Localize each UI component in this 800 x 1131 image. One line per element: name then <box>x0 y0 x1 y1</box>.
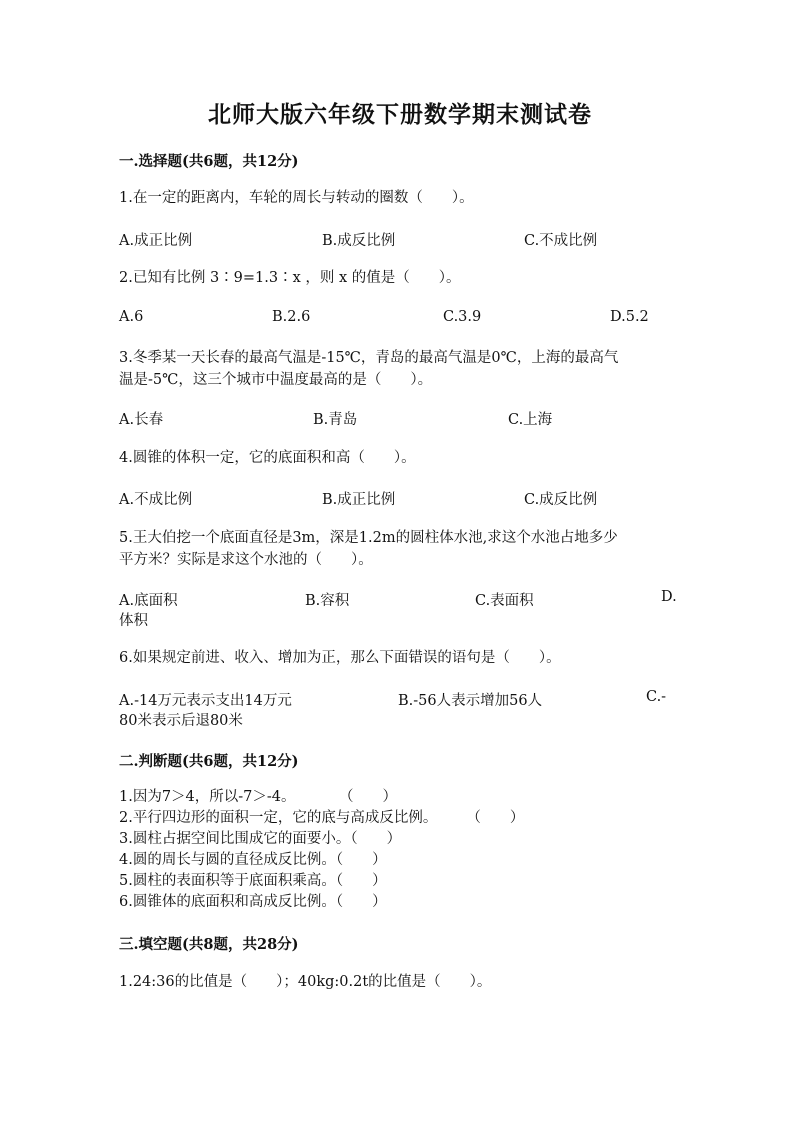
question-text: 4.圆锥的体积一定，它的底面积和高（ ）。 <box>119 450 416 466</box>
option-d: D.5.2 <box>610 309 649 325</box>
section-heading-fill: 三.填空题(共8题，共28分) <box>119 936 299 953</box>
fill-item: 1.24:36的比值是（ ）；40kg:0.2t的比值是（ ）。 <box>119 974 492 990</box>
tf-item: 5.圆柱的表面积等于底面积乘高。（ ） <box>119 873 387 889</box>
option-a: A.6 <box>119 309 144 325</box>
option-b: B.成正比例 <box>322 492 396 508</box>
option-a: A.底面积 <box>119 593 178 609</box>
option-c: C.不成比例 <box>524 233 598 249</box>
option-b: B.青岛 <box>313 412 358 428</box>
option-a: A.成正比例 <box>119 233 193 249</box>
option-b: B.成反比例 <box>322 233 396 249</box>
option-d: D. <box>661 589 677 605</box>
option-d-cont: 体积 <box>119 613 148 629</box>
section-heading-truefalse: 二.判断题(共6题，共12分) <box>119 753 299 770</box>
option-b: B.2.6 <box>272 309 311 325</box>
question-text: 1.在一定的距离内，车轮的周长与转动的圈数（ ）。 <box>119 190 474 206</box>
question-text-cont: 平方米？实际是求这个水池的（ ）。 <box>119 552 373 568</box>
option-c: C.表面积 <box>475 593 534 609</box>
section-heading-choice: 一.选择题(共6题，共12分) <box>119 153 299 170</box>
option-c: C.上海 <box>508 412 553 428</box>
page-title: 北师大版六年级下册数学期末测试卷 <box>208 101 592 128</box>
option-a: A.长春 <box>119 412 164 428</box>
tf-item: 4.圆的周长与圆的直径成反比例。（ ） <box>119 852 387 868</box>
tf-item: 2.平行四边形的面积一定，它的底与高成反比例。 （ ） <box>119 810 525 826</box>
question-text: 2.已知有比例 3∶9=1.3∶x ，则 x 的值是（ ）。 <box>119 270 461 286</box>
question-text: 3.冬季某一天长春的最高气温是-15℃，青岛的最高气温是0℃，上海的最高气 <box>119 350 619 366</box>
option-c: C.- <box>646 689 667 705</box>
option-b: B.容积 <box>305 593 350 609</box>
option-c-cont: 80米表示后退80米 <box>119 713 243 729</box>
tf-item: 3.圆柱占据空间比围成它的面要小。（ ） <box>119 831 402 847</box>
option-a: A.不成比例 <box>119 492 193 508</box>
option-a: A.-14万元表示支出14万元 <box>119 693 292 709</box>
question-text: 6.如果规定前进、收入、增加为正，那么下面错误的语句是（ ）。 <box>119 650 561 666</box>
option-c: C.成反比例 <box>524 492 598 508</box>
option-c: C.3.9 <box>443 309 482 325</box>
question-text-cont: 温是-5℃，这三个城市中温度最高的是（ ）。 <box>119 372 433 388</box>
option-b: B.-56人表示增加56人 <box>398 693 543 709</box>
tf-item: 6.圆锥体的底面积和高成反比例。（ ） <box>119 894 387 910</box>
tf-item: 1.因为7＞4，所以-7＞-4。 （ ） <box>119 789 398 805</box>
question-text: 5.王大伯挖一个底面直径是3m，深是1.2m的圆柱体水池,求这个水池占地多少 <box>119 530 618 546</box>
